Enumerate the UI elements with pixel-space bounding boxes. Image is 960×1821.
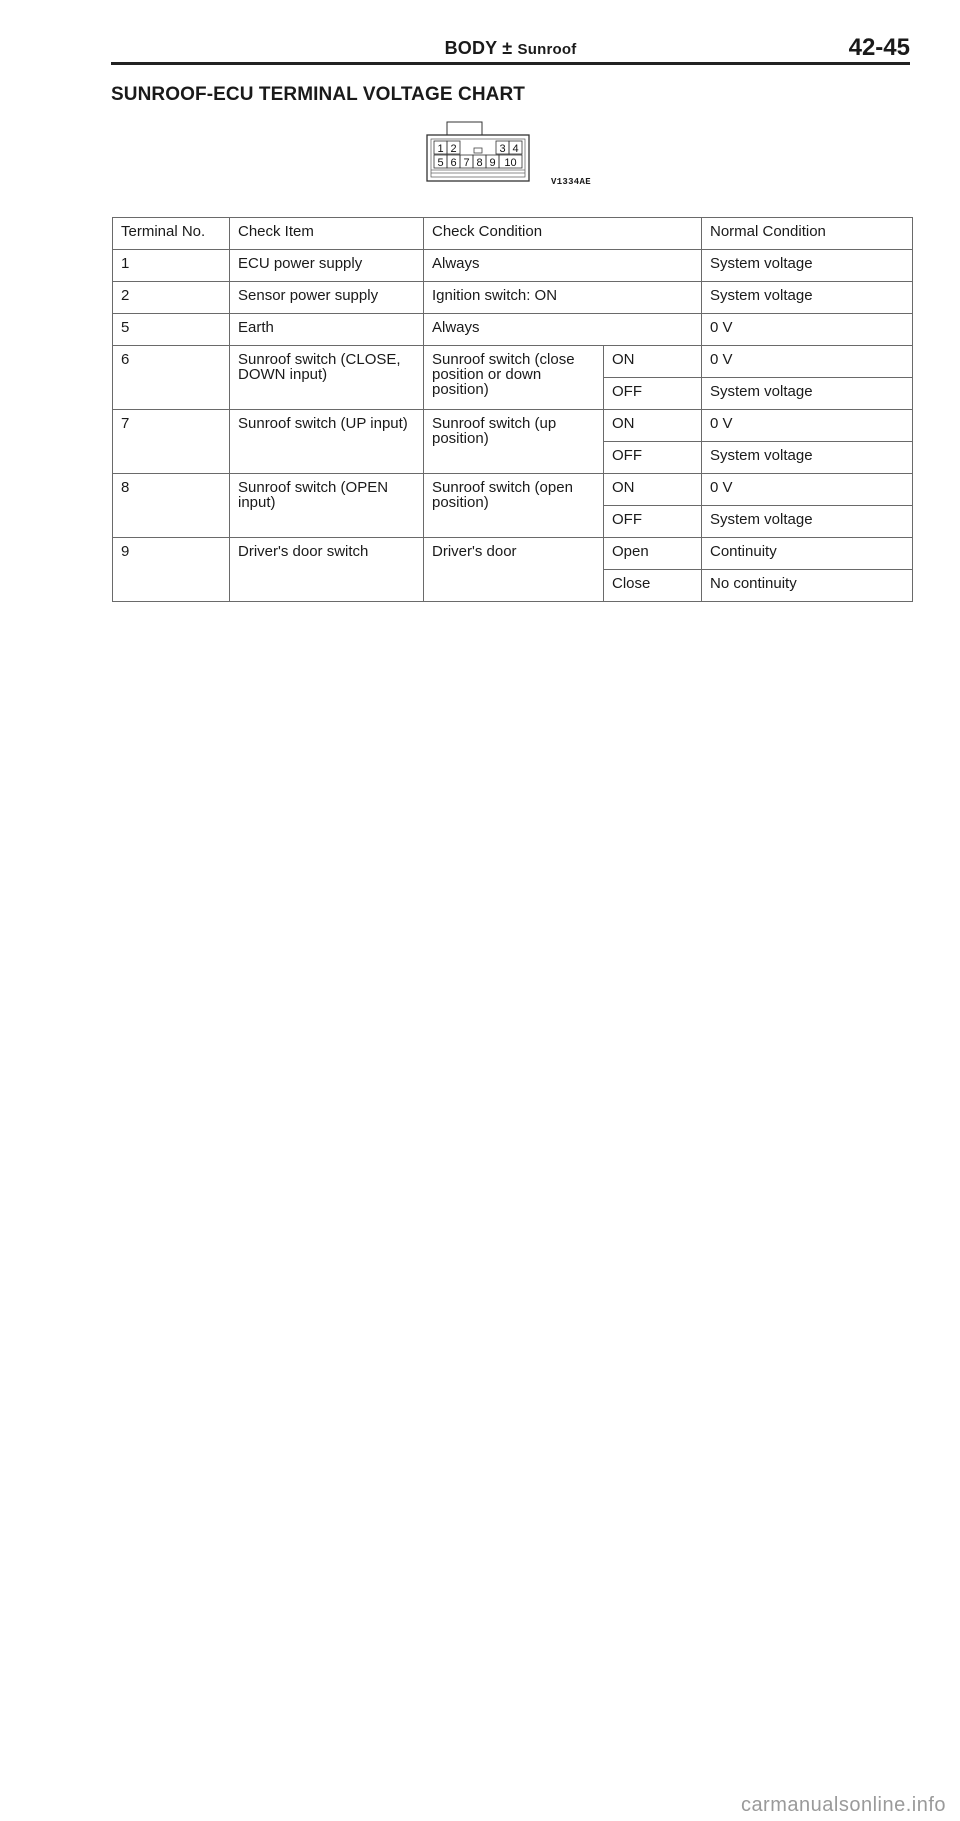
cell-normal: System voltage (702, 442, 913, 474)
header-normal-condition: Normal Condition (702, 218, 913, 250)
cell-condition: Sunroof switch (up position) (424, 410, 604, 474)
header-title (111, 38, 910, 59)
terminal-label: 3 (499, 143, 506, 155)
figure-code: V1334AE (551, 177, 591, 187)
terminal-label: 7 (463, 157, 470, 169)
cell-normal: 0 V (702, 474, 913, 506)
terminal-label: 9 (489, 157, 496, 169)
cell-normal: System voltage (702, 282, 913, 314)
cell-state: OFF (604, 378, 702, 410)
cell-state: ON (604, 346, 702, 378)
cell-normal: 0 V (702, 314, 913, 346)
page-number: 42-45 (848, 34, 910, 61)
header-separator: ± (502, 38, 513, 58)
header-check-condition: Check Condition (424, 218, 702, 250)
terminal-label: 4 (512, 143, 519, 155)
header-check-item: Check Item (230, 218, 424, 250)
cell-terminal: 2 (113, 282, 230, 314)
cell-terminal: 5 (113, 314, 230, 346)
cell-normal: No continuity (702, 570, 913, 602)
cell-check-item: Sunroof switch (UP input) (230, 410, 424, 474)
table-row (113, 474, 913, 506)
header-terminal-no: Terminal No. (113, 218, 230, 250)
cell-normal: System voltage (702, 250, 913, 282)
cell-check-item: Earth (230, 314, 424, 346)
table-row (113, 250, 913, 282)
cell-check-item: Driver's door switch (230, 538, 424, 602)
terminal-label: 8 (476, 157, 483, 169)
cell-check-item: Sunroof switch (OPEN input) (230, 474, 424, 538)
connector-figure (425, 121, 610, 197)
cell-check-item: Sensor power supply (230, 282, 424, 314)
table-row (113, 282, 913, 314)
page-title: SUNROOF-ECU TERMINAL VOLTAGE CHART (111, 84, 525, 105)
connector-diagram (425, 121, 533, 183)
cell-normal: System voltage (702, 378, 913, 410)
cell-condition: Ignition switch: ON (424, 282, 702, 314)
header-subsection: Sunroof (517, 41, 577, 58)
table-row (113, 314, 913, 346)
cell-condition: Sunroof switch (close position or down position) (424, 346, 604, 410)
terminal-label: 6 (450, 157, 457, 169)
page-header (111, 26, 910, 65)
cell-normal: 0 V (702, 410, 913, 442)
cell-state: OFF (604, 442, 702, 474)
cell-terminal: 6 (113, 346, 230, 410)
cell-condition: Sunroof switch (open position) (424, 474, 604, 538)
cell-condition: Always (424, 314, 702, 346)
cell-terminal: 1 (113, 250, 230, 282)
table-row (113, 538, 913, 570)
cell-check-item: Sunroof switch (CLOSE, DOWN input) (230, 346, 424, 410)
cell-state: ON (604, 474, 702, 506)
cell-normal: 0 V (702, 346, 913, 378)
cell-terminal: 8 (113, 474, 230, 538)
terminal-label: 5 (437, 157, 444, 169)
cell-state: ON (604, 410, 702, 442)
cell-condition: Driver's door (424, 538, 604, 602)
cell-check-item: ECU power supply (230, 250, 424, 282)
table-header-row (113, 218, 913, 250)
terminal-label: 2 (450, 143, 457, 155)
watermark: carmanualsonline.info (740, 1794, 946, 1816)
table-row (113, 410, 913, 442)
cell-state: Open (604, 538, 702, 570)
cell-terminal: 9 (113, 538, 230, 602)
cell-terminal: 7 (113, 410, 230, 474)
cell-normal: System voltage (702, 506, 913, 538)
terminal-label: 1 (437, 143, 444, 155)
cell-state: OFF (604, 506, 702, 538)
cell-state: Close (604, 570, 702, 602)
cell-condition: Always (424, 250, 702, 282)
table-row (113, 346, 913, 378)
header-section: BODY (444, 38, 498, 58)
cell-normal: Continuity (702, 538, 913, 570)
terminal-label: 10 (504, 157, 517, 169)
terminal-voltage-table (112, 217, 913, 602)
